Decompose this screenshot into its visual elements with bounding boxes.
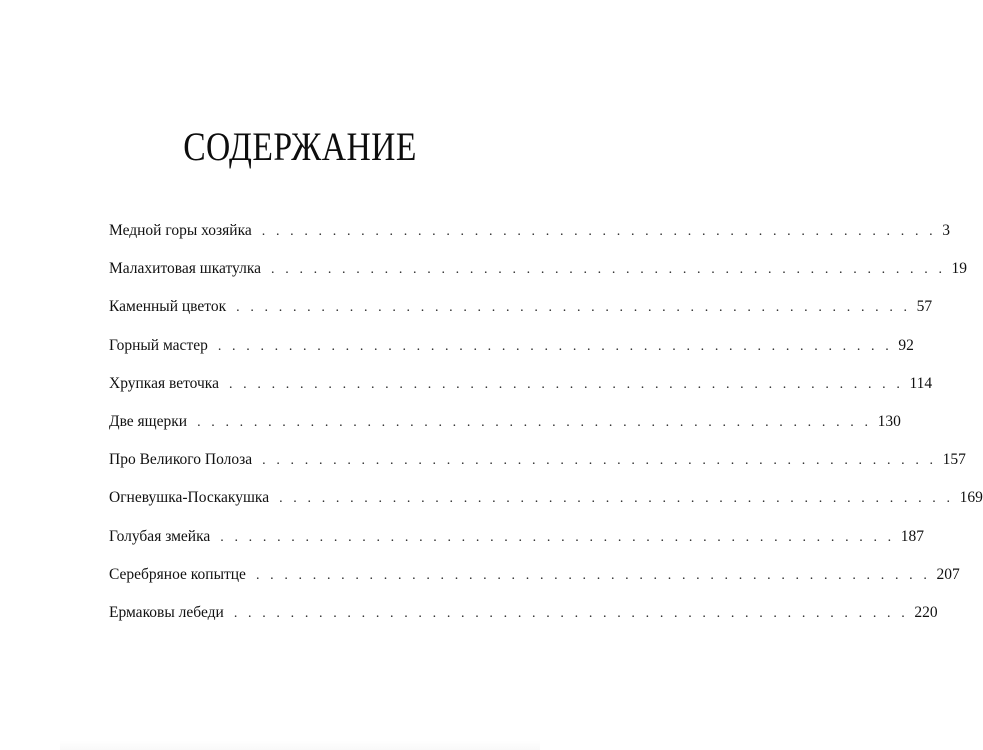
toc-entry-title: Две ящерки (109, 412, 188, 430)
toc-entry-page: 207 (936, 565, 960, 583)
toc-entry-title: Ермаковы лебеди (109, 603, 224, 621)
table-of-contents (109, 216, 983, 636)
dot-leader: . . . . . . . . . . . . . . . . . . . . . . . . . . . . . . . . . . . . . . . . . . . . . . . . (279, 491, 954, 507)
page-title: СОДЕРЖАНИЕ (183, 124, 417, 169)
toc-entry-title: Горный мастер (109, 336, 208, 354)
dot-leader: . . . . . . . . . . . . . . . . . . . . . . . . . . . . . . . . . . . . . . . . . . . . . . . . (220, 529, 895, 545)
toc-entry-title: Медной горы хозяйка (109, 222, 252, 239)
toc-entry (109, 483, 983, 521)
toc-entry (109, 254, 968, 292)
toc-entry (109, 522, 925, 560)
toc-entry-page: 130 (877, 412, 901, 430)
toc-entry-title: Каменный цветок (109, 298, 227, 316)
toc-entry-page: 19 (951, 260, 968, 278)
toc-entry-page: 57 (916, 298, 933, 316)
toc-entry-page: 114 (909, 374, 933, 392)
toc-entry-page: 187 (900, 527, 925, 545)
toc-entry-page: 157 (942, 451, 966, 469)
toc-entry-title: Голубая змейка (109, 527, 211, 545)
toc-entry-page: 169 (959, 489, 983, 507)
dot-leader: . . . . . . . . . . . . . . . . . . . . . . . . . . . . . . . . . . . . . . . . . . . . . . . . (197, 414, 872, 430)
toc-entry (109, 598, 938, 636)
toc-entry-page: 220 (914, 603, 938, 621)
dot-leader: . . . . . . . . . . . . . . . . . . . . . . . . . . . . . . . . . . . . . . . . . . . . . . . . (261, 224, 937, 239)
toc-entry-title: Малахитовая шкатулка (109, 260, 262, 278)
toc-entry-page: 92 (898, 336, 914, 354)
toc-entry-title: Серебряное копытце (109, 565, 246, 583)
toc-entry (109, 216, 950, 254)
toc-entry (109, 407, 901, 445)
dot-leader: . . . . . . . . . . . . . . . . . . . . . . . . . . . . . . . . . . . . . . . . . . . . . . . . (228, 376, 904, 392)
toc-entry (109, 331, 914, 369)
toc-entry (109, 369, 933, 407)
dot-leader: . . . . . . . . . . . . . . . . . . . . . . . . . . . . . . . . . . . . . . . . . . . . . . . . (233, 605, 909, 621)
toc-entry-page: 3 (942, 222, 950, 239)
dot-leader: . . . . . . . . . . . . . . . . . . . . . . . . . . . . . . . . . . . . . . . . . . . . . . . . (262, 453, 937, 469)
dot-leader: . . . . . . . . . . . . . . . . . . . . . . . . . . . . . . . . . . . . . . . . . . . . . . . . (236, 300, 911, 316)
toc-entry-title: Про Великого Полоза (109, 451, 253, 469)
toc-entry (109, 560, 960, 598)
toc-entry-title: Огневушка-Поскакушка (109, 489, 270, 507)
dot-leader: . . . . . . . . . . . . . . . . . . . . . . . . . . . . . . . . . . . . . . . . . . . . . . . . (255, 567, 931, 583)
dot-leader: . . . . . . . . . . . . . . . . . . . . . . . . . . . . . . . . . . . . . . . . . . . . . . . . (271, 262, 946, 278)
toc-entry (109, 445, 966, 483)
dot-leader: . . . . . . . . . . . . . . . . . . . . . . . . . . . . . . . . . . . . . . . . . . . . . . . . (217, 338, 893, 354)
toc-entry (109, 292, 933, 330)
page-edge-shadow (60, 740, 540, 750)
toc-entry-title: Хрупкая веточка (109, 374, 219, 392)
